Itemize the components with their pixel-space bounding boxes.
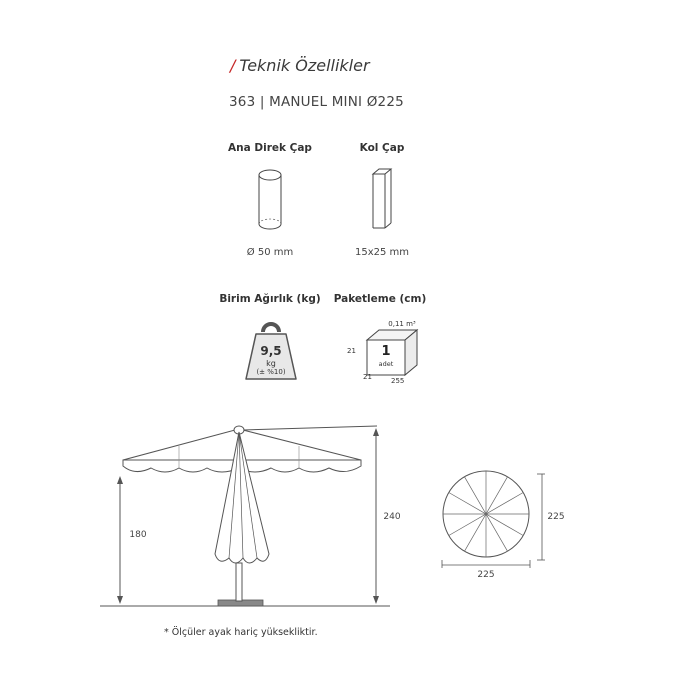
weight-value: 9,5: [260, 344, 282, 358]
arm-diameter-value: 15x25 mm: [354, 247, 410, 258]
diameter-height-label: 225: [547, 512, 565, 522]
umbrella-pole: [236, 563, 242, 601]
rectangular-prism-icon: [368, 166, 398, 234]
diameter-width-label: 225: [477, 570, 495, 580]
box-icon: [345, 316, 435, 386]
packaging-label: Paketleme (cm): [333, 293, 427, 305]
weight-tolerance: (± %10): [256, 368, 286, 376]
packaging-quantity-unit: adet: [378, 360, 394, 368]
weight-unit: kg: [266, 359, 276, 368]
pole-diameter-label: Ana Direk Çap: [228, 142, 312, 154]
height-without-base-label: 180: [129, 530, 147, 540]
title-slash: /: [230, 56, 236, 75]
packaging-width: 255: [391, 377, 405, 385]
title-text: Teknik Özellikler: [239, 56, 370, 75]
packaging-volume: 0,11 m³: [388, 320, 416, 328]
arm-diameter-label: Kol Çap: [359, 142, 405, 154]
umbrella-side-view: [95, 418, 395, 614]
crank-arm: [243, 426, 377, 430]
packaging-height: 21: [347, 347, 356, 355]
total-height-label: 240: [383, 512, 401, 522]
packaging-depth: 21: [363, 373, 372, 381]
unit-weight-label: Birim Ağırlık (kg): [219, 293, 321, 305]
cylinder-icon: [255, 168, 285, 234]
page-title: [230, 56, 370, 75]
weight-icon: [236, 316, 306, 384]
product-subtitle: 363 | MANUEL MINI Ø225: [229, 94, 404, 110]
footnote: * Ölçüler ayak hariç yüksekliktir.: [164, 627, 318, 638]
packaging-quantity: 1: [381, 344, 391, 359]
pole-diameter-value: Ø 50 mm: [246, 247, 294, 258]
